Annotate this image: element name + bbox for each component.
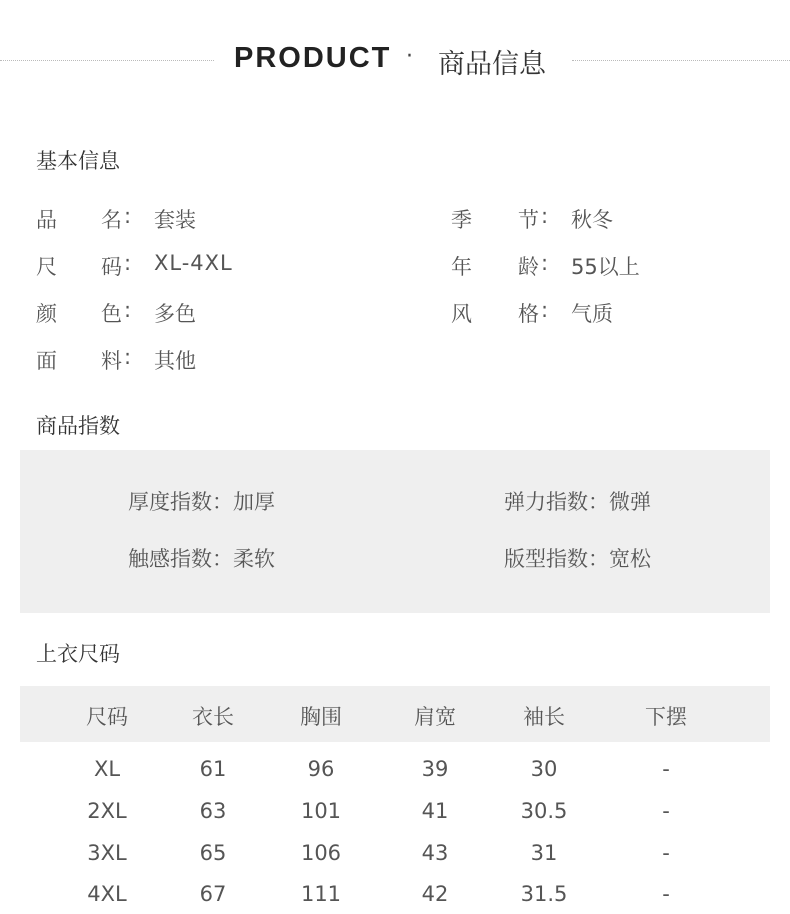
table-cell: 43: [421, 841, 449, 865]
table-cell: -: [662, 882, 670, 906]
info-label: 码: [101, 255, 122, 279]
table-cell: 67: [199, 882, 227, 906]
product-index-title: 商品指数: [36, 414, 120, 438]
column-header: 尺码: [86, 705, 128, 729]
column-header: 胸围: [300, 705, 342, 729]
info-label: 料: [101, 349, 122, 373]
table-cell: 31: [530, 841, 558, 865]
table-cell: 41: [421, 799, 449, 823]
table-cell: -: [662, 757, 670, 781]
table-cell: 65: [199, 841, 227, 865]
info-label: 尺: [36, 255, 57, 279]
table-cell: 61: [199, 757, 227, 781]
info-value: 气质: [571, 302, 613, 326]
header-separator: ·: [406, 44, 413, 69]
index-item: 版型指数：宽松: [504, 547, 651, 571]
product-index-panel: [20, 450, 770, 613]
info-label: 品: [36, 208, 57, 232]
table-cell: 106: [300, 841, 342, 865]
info-value: 秋冬: [571, 208, 613, 232]
info-label: 名: [101, 208, 122, 232]
info-label: 格: [518, 302, 539, 326]
table-cell: XL: [93, 757, 121, 781]
column-header: 下摆: [645, 705, 687, 729]
index-item: 触感指数：柔软: [128, 547, 275, 571]
info-label: 节: [518, 208, 539, 232]
info-label: 年: [451, 255, 472, 279]
table-cell: 30.5: [520, 799, 568, 823]
info-label: 颜: [36, 302, 57, 326]
table-cell: -: [662, 841, 670, 865]
info-label: 季: [451, 208, 472, 232]
table-cell: 111: [300, 882, 342, 906]
header-divider-left: [0, 60, 214, 61]
size-table-title: 上衣尺码: [36, 642, 120, 666]
table-cell: 2XL: [87, 799, 127, 823]
info-label: 风: [451, 302, 472, 326]
index-item: 弹力指数：微弹: [504, 490, 651, 514]
info-label: 龄: [518, 255, 539, 279]
info-value: 55以上: [571, 255, 640, 279]
table-cell: 42: [421, 882, 449, 906]
basic-info-title: 基本信息: [36, 149, 120, 173]
table-cell: 3XL: [87, 841, 127, 865]
info-colon: :: [124, 204, 132, 228]
info-value: XL-4XL: [154, 251, 233, 275]
table-cell: 30: [530, 757, 558, 781]
info-colon: :: [541, 251, 549, 275]
info-colon: :: [124, 345, 132, 369]
info-colon: :: [124, 298, 132, 322]
info-colon: :: [541, 204, 549, 228]
header-title-en: PRODUCT: [234, 42, 392, 74]
header-title-cn: 商品信息: [438, 49, 546, 80]
table-cell: 31.5: [520, 882, 568, 906]
column-header: 衣长: [192, 705, 234, 729]
column-header: 袖长: [523, 705, 565, 729]
info-label: 色: [101, 302, 122, 326]
table-cell: 96: [307, 757, 335, 781]
info-value: 多色: [154, 302, 196, 326]
info-colon: :: [124, 251, 132, 275]
table-cell: 101: [300, 799, 342, 823]
table-cell: 39: [421, 757, 449, 781]
info-colon: :: [541, 298, 549, 322]
index-item: 厚度指数：加厚: [128, 490, 275, 514]
size-table-header: [20, 686, 770, 742]
info-value: 其他: [154, 349, 196, 373]
column-header: 肩宽: [414, 705, 456, 729]
header-divider-right: [572, 60, 790, 61]
info-label: 面: [36, 349, 57, 373]
info-value: 套装: [154, 208, 196, 232]
table-cell: 4XL: [87, 882, 127, 906]
table-cell: 63: [199, 799, 227, 823]
page-header: [0, 36, 790, 84]
table-cell: -: [662, 799, 670, 823]
